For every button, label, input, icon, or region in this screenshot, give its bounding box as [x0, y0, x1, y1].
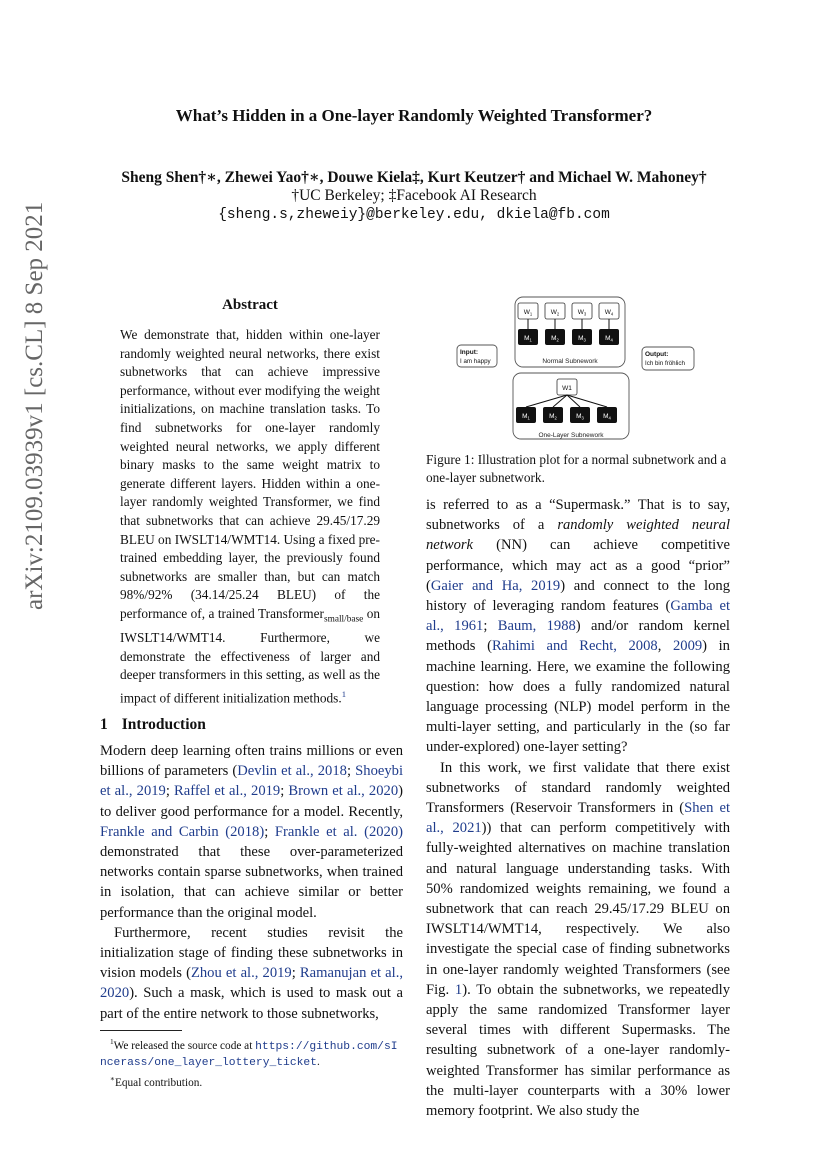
svg-text:W4: $W_4$	[604, 309, 614, 317]
footnote-rule	[100, 1030, 182, 1031]
footnote-ref-1[interactable]: 1	[341, 688, 346, 699]
text: demonstrated that these over-parameterized networks contain sparse subnetworks, when trained in isolation, that can achieve similar or better performance than the original model.	[100, 844, 403, 921]
section-title: Introduction	[121, 716, 206, 733]
citation-link[interactable]: Rahimi and Recht, 2008	[491, 638, 658, 655]
intro-paragraph-2	[100, 923, 403, 1024]
one-layer-m-node-1	[516, 407, 536, 423]
w-node-1	[518, 303, 538, 319]
output-label: Output:	[645, 351, 669, 358]
citation-link[interactable]: Baum, 1988	[497, 618, 576, 635]
abstract-text-part2: on IWSLT14/WMT14. Furthermore, we demonstrate the effectiveness of larger and deeper transformers in this setting, as well as the impact of different initialization methods.	[120, 605, 380, 706]
right-paragraph-1	[426, 495, 730, 758]
abstract-subscript: small/base	[323, 614, 364, 625]
footnotes	[100, 1034, 403, 1091]
output-box-group	[642, 347, 694, 370]
footnote-text: Equal contribution.	[114, 1076, 203, 1089]
input-text: I am happy	[460, 358, 491, 365]
citation-link[interactable]: Ramanujan et al., 2020	[100, 965, 403, 1002]
text: ;	[264, 823, 275, 840]
section-number: 1	[100, 716, 108, 733]
svg-text:W3: $W_3$	[577, 309, 587, 317]
author-emails: {sheng.s,zheweiy}@berkeley.edu, dkiela@fb.com	[218, 207, 610, 223]
svg-text:M1: $M_1$	[524, 335, 532, 343]
output-text: Ich bin fröhlich	[645, 360, 685, 367]
svg-text:M2: $M_2$	[549, 413, 557, 421]
one-layer-m-node-3	[570, 407, 590, 423]
svg-text:M4: $M_4$	[603, 413, 611, 421]
text: is referred to as a “Supermask.” That is to say, subnetworks of a	[426, 497, 730, 534]
svg-text:M1: $M_1$	[522, 413, 530, 421]
footnote-mark: ∗	[110, 1073, 115, 1083]
footnote-1	[100, 1034, 403, 1071]
m-node-4	[599, 329, 619, 345]
citation-link[interactable]: Devlin et al., 2018	[237, 763, 347, 780]
one-layer-subnetwork-group	[513, 373, 629, 439]
citation-link[interactable]: Gaier and Ha, 2019	[430, 577, 561, 594]
emphasis-text: randomly weighted neural network	[426, 517, 730, 554]
svg-text:W1: $W_1$	[523, 309, 533, 317]
svg-text:M3: $M_3$	[576, 413, 584, 421]
svg-text:W2: $W_2$	[550, 309, 560, 317]
author-list: Sheng Shen†∗, Zhewei Yao†∗, Douwe Kiela‡, Kurt Keutzer† and Michael W. Mahoney†	[121, 169, 707, 186]
text: (NN) can achieve competitive performance, which may act as a good “prior” (	[426, 537, 730, 594]
citation-link[interactable]: 2009	[672, 638, 703, 655]
abstract-text-part1: We demonstrate that, hidden within one-layer randomly weighted neural networks, there exist subnetworks that can achieve impressive performance, without ever modifying the weight initializations, on machine translation tasks. To find subnetworks for one-layer randomly weighted neural networks, we apply different binary masks to the same weight matrix to generate different layers. Hidden within a one-layer randomly weighted Transformer, we find that subnetworks that can achieve 29.45/17.29 BLEU on IWSLT14/WMT14. Using a fixed pre-trained embedding layer, the previously found subnetworks are smaller than, but can match 98%/92% (34.14/25.24 BLEU) of the performance of, a trained Transformer	[120, 327, 380, 621]
figure-reference-link[interactable]: 1	[454, 981, 463, 998]
citation-link[interactable]: Frankle and Carbin (2018)	[100, 823, 265, 840]
figure-1-caption: Figure 1: Illustration plot for a normal subnetwork and a one-layer subnetwork.	[426, 452, 727, 485]
citation-link[interactable]: Brown et al., 2020	[288, 783, 399, 800]
left-column-text	[100, 741, 403, 1024]
text: )) that can perform competitively with fully-weighted alternatives on machine translation and natural language understanding tasks. With 50% randomized weights remaining, we found a subnetwork that can reach 29.45/17.29 BLEU on IWSLT14/WMT14, respectively. We also investigate the special case of finding subnetworks in one-layer randomly weighted Transformers (see Fig.	[426, 820, 730, 998]
arxiv-side-label: arXiv:2109.03939v1 [cs.CL] 8 Sep 2021	[21, 201, 48, 610]
text: Furthermore, recent studies revisit the initialization stage of finding these subnetworks in vision models (	[100, 924, 403, 982]
text: ). To obtain the subnetworks, we repeatedly apply the same randomized Transformer layer several times with different Supermasks. The resulting subnetwork of a one-layer randomly-weighted Transformer has similar performance as the multi-layer counterparts with a 30% lower memory footprint. We also study the	[426, 981, 730, 1120]
intro-paragraph-1	[100, 741, 403, 923]
right-column-text	[426, 495, 730, 1121]
m-node-1	[518, 329, 538, 345]
text: ;	[280, 783, 289, 800]
one-layer-m-node-4	[597, 407, 617, 423]
citation-link[interactable]: Shoeybi et al., 2019	[100, 763, 403, 800]
m-node-2	[545, 329, 565, 345]
abstract-heading: Abstract	[222, 297, 278, 313]
w-node-3	[572, 303, 592, 319]
shared-edge-1	[526, 395, 567, 407]
text: In this work, we first validate that there exist subnetworks of standard randomly weighted Transformers (Reservoir Transformers in (	[426, 759, 730, 817]
input-box-group	[457, 345, 497, 367]
text: ) and/or random kernel methods (	[426, 618, 730, 655]
citation-link[interactable]: Raffel et al., 2019	[174, 783, 281, 800]
citation-link[interactable]: Zhou et al., 2019	[190, 965, 292, 982]
abstract-body	[120, 326, 380, 708]
footnote-mark: 1	[110, 1037, 114, 1046]
footnote-text: We released the source code at	[113, 1039, 256, 1052]
text: ,	[657, 638, 673, 655]
svg-text:M3: $M_3$	[578, 335, 586, 343]
text: ) in machine learning. Here, we examine the following question: how does a fully randomized natural language processing (NLP) model perform in the multi-layer setting, and particularly in the (so far under-explored) one-layer setting?	[426, 638, 730, 756]
figure-1-diagram	[455, 295, 727, 445]
w-node-2	[545, 303, 565, 319]
normal-subnetwork-group	[515, 297, 625, 367]
paper-title: What’s Hidden in a One-layer Randomly Weighted Transformer?	[175, 106, 653, 125]
source-code-link[interactable]: https://github.com/sIncerass/one_layer_lottery_ticket	[100, 1040, 398, 1069]
section-heading	[100, 716, 206, 734]
text: ;	[483, 618, 498, 635]
one-layer-m-node-2	[543, 407, 563, 423]
text: ;	[346, 763, 356, 780]
footnote-text: .	[316, 1055, 320, 1068]
text: Modern deep learning often trains millions or even billions of parameters (	[100, 743, 403, 780]
svg-text:M4: $M_4$	[605, 335, 613, 343]
right-paragraph-2	[426, 758, 730, 1122]
citation-link[interactable]: Shen et al., 2021	[426, 800, 730, 837]
citation-link[interactable]: Frankle et al. (2020)	[274, 823, 403, 840]
shared-w-label: W1	[562, 385, 572, 392]
text: ). Such a mask, which is used to mask out a part of the entire network to those subnetworks,	[100, 985, 403, 1022]
text: ;	[165, 783, 175, 800]
citation-link[interactable]: Gamba et al., 1961	[426, 598, 730, 635]
footnote-2	[100, 1071, 403, 1091]
svg-text:M2: $M_2$	[551, 335, 559, 343]
w-node-4	[599, 303, 619, 319]
text: ) to deliver good performance for a model. Recently,	[100, 783, 403, 820]
m-node-3	[572, 329, 592, 345]
text: ) and connect to the long history of leveraging random features (	[426, 577, 730, 615]
text: ;	[291, 965, 300, 982]
normal-subnetwork-label: Normal Subnework	[542, 358, 598, 365]
one-layer-subnetwork-label: One-Layer Subnework	[538, 432, 604, 439]
input-label: Input:	[460, 349, 479, 356]
affiliations: †UC Berkeley; ‡Facebook AI Research	[291, 187, 537, 204]
